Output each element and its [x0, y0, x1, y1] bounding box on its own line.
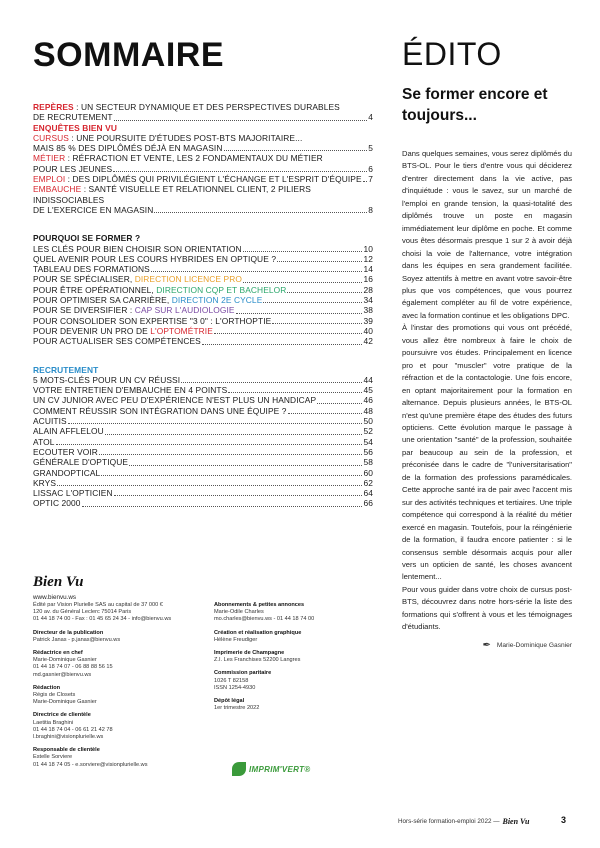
credit-block: [33, 630, 213, 644]
toc-page: 34: [363, 295, 373, 306]
toc-entry-former[interactable]: [33, 274, 373, 284]
toc-entry-recrutement[interactable]: [33, 385, 373, 395]
edito-body: [402, 148, 572, 634]
toc-dots: [82, 506, 363, 507]
page-number: 3: [561, 815, 567, 825]
toc-dots: [287, 292, 362, 293]
credit-label: Création et réalisation graphique: [214, 629, 302, 636]
credit-line: mo.charles@bienvu.ws - 01 44 18 74 00: [214, 616, 315, 623]
toc-entry-recrutement[interactable]: [33, 395, 373, 405]
toc-text: ALAIN AFFLELOU: [33, 426, 104, 437]
credit-label: Directeur de la publication: [33, 629, 104, 636]
toc-text-cont: DE RECRUTEMENT: [33, 112, 113, 123]
toc-text-main: POUR SE DIVERSIFIER :: [33, 305, 135, 316]
leaf-icon: [232, 762, 246, 776]
toc-entry-reperes[interactable]: [33, 102, 373, 123]
toc-dots: [129, 465, 362, 466]
toc-entry-former[interactable]: [33, 326, 373, 336]
toc-entry-recrutement[interactable]: [33, 406, 373, 416]
edito-headline: Se former encore et toujours...: [402, 86, 548, 124]
section-head-enquetes: ENQUÊTES BIEN VU: [33, 122, 117, 133]
toc-dots: [243, 282, 363, 283]
toc-text: [33, 274, 242, 284]
credit-block: [214, 602, 384, 624]
toc-text: ACUITIS: [33, 416, 67, 427]
toc-page: 14: [363, 264, 373, 275]
toc-text: [33, 305, 235, 315]
toc-entry-recrutement[interactable]: [33, 447, 373, 457]
edito-signature: [402, 640, 572, 651]
toc-text: [33, 326, 213, 336]
credit-line: 1026 T 82158: [214, 677, 249, 684]
toc-page: 28: [363, 284, 373, 295]
imprim-vert-logo: [232, 762, 310, 776]
toc-label: MÉTIER: [33, 153, 66, 164]
credit-block: [33, 712, 213, 741]
toc-page: 4: [368, 112, 373, 123]
toc-dots: [101, 475, 362, 476]
edito-column: [402, 38, 572, 651]
toc-entry-emploi[interactable]: [33, 174, 373, 184]
credit-line: Marie-Dominique Gasnier: [33, 657, 97, 664]
toc-entry-former[interactable]: [33, 254, 373, 264]
toc-page: 52: [363, 426, 373, 437]
toc-page: 39: [363, 315, 373, 326]
toc-dots: [288, 413, 363, 414]
toc-text-main: POUR ACTUALISER SES COMPÉTENCES: [33, 336, 201, 347]
toc-entry-recrutement[interactable]: [33, 468, 373, 478]
toc-entry-embauche[interactable]: [33, 184, 373, 215]
toc-text-main: POUR ÊTRE OPÉRATIONNEL,: [33, 284, 157, 295]
toc-page: 66: [363, 498, 373, 509]
toc-entry-recrutement[interactable]: [33, 478, 373, 488]
credit-label: Responsable de clientèle: [33, 747, 100, 754]
toc-entry-recrutement[interactable]: [33, 437, 373, 447]
toc-highlight: L'OPTOMÉTRIE: [150, 325, 213, 336]
toc-text: : SANTÉ VISUELLE ET RELATIONNEL CLIENT, 2 PILIERS INDISSOCIABLES: [33, 184, 311, 205]
toc-text: OPTIC 2000: [33, 498, 81, 509]
toc-text: LISSAC L'OPTICIEN: [33, 488, 113, 499]
credit-line: 01 44 18 74 00 - Fax : 01 45 65 24 34 - info@bienvu.ws: [33, 616, 172, 623]
toc-text: [33, 336, 201, 346]
footer-brand: Bien Vu: [502, 817, 530, 826]
former-list: [33, 244, 373, 347]
toc-dots: [272, 323, 362, 324]
toc-text: UN CV JUNIOR AVEC PEU D'EXPÉRIENCE N'EST PLUS UN HANDICAP: [33, 395, 317, 406]
toc-page: 8: [368, 204, 373, 215]
toc-text-main: POUR OPTIMISER SA CARRIÈRE,: [33, 295, 172, 306]
toc-dots: [243, 251, 363, 252]
toc-text: ATOL: [33, 436, 55, 447]
toc-text: COMMENT RÉUSSIR SON INTÉGRATION DANS UNE ÉQUIPE ?: [33, 405, 287, 416]
credit-line: 01 44 18 74 07 - 06 88 88 56 15: [33, 664, 113, 671]
bienvu-url: www.bienvu.ws: [33, 594, 77, 601]
toc-entry-recrutement[interactable]: [33, 416, 373, 426]
toc-dots: [99, 454, 363, 455]
toc-text: : RÉFRACTION ET VENTE, LES 2 FONDAMENTAUX DU MÉTIER: [65, 153, 323, 164]
toc-entry-recrutement[interactable]: [33, 498, 373, 508]
footer-text: Hors-série formation-emploi 2022 —: [398, 818, 500, 825]
toc-dots: [214, 333, 363, 334]
toc-text: GRANDOPTICAL: [33, 467, 101, 478]
credit-line: Marie-Odile Charles: [214, 609, 264, 616]
toc-dots: [114, 495, 363, 496]
toc-entry-former[interactable]: [33, 264, 373, 274]
credit-line: Patrick Janas - p.janas@bienvu.ws: [33, 636, 121, 643]
toc-text-main: POUR CONSOLIDER SON EXPERTISE "3 0" : L'ORTHOPTIE: [33, 315, 272, 326]
toc-dots: [236, 313, 363, 314]
toc-page: 16: [363, 274, 373, 285]
toc-highlight: CAP SUR L'AUDIOLOGIE: [134, 305, 235, 316]
toc-page: 6: [368, 163, 373, 174]
toc-page: 54: [363, 436, 373, 447]
toc-page: 62: [363, 477, 373, 488]
toc-page: 40: [363, 325, 373, 336]
toc-text: KRYS: [33, 477, 57, 488]
toc-dots: [105, 434, 363, 435]
credit-line: Marie-Dominique Gasnier: [33, 699, 97, 706]
toc-text-main: POUR DEVENIR UN PRO DE: [33, 325, 151, 336]
toc-entry-former[interactable]: [33, 285, 373, 295]
toc-label: REPÈRES: [33, 102, 74, 112]
toc-page: 12: [363, 253, 373, 264]
toc-highlight: DIRECTION LICENCE PRO: [134, 274, 242, 285]
edito-paragraph: Pour vous guider dans votre choix de cursus post-BTS, découvrez dans notre hors-série la liste des formations qui s'offrent à vous et les témoignages d'étudiants.: [402, 584, 572, 632]
credit-label: Rédaction: [33, 684, 61, 691]
edito-paragraph: Dans quelques semaines, vous serez diplômés du BTS-OL. Pour le tiers d'entre vous qui déciderez d'entrer directement dans la vie active, pas d'inquiétude : vous le savez, sur un marché de l'emploi en grande tension, la quasi-totalité des diplômés trouve un poste en magasin immédiatement leur diplôme en poche. Et comme vous êtes désormais presque 1 sur 2 à avoir déjà choisi la voie de l'alternance, votre intégration dans les équipes en sera grandement facilitée. Soyez attentifs à mettre en avant votre savoir-être plus que vos compétences, que vous pourrez également compléter au fil de votre expérience, avec la formation continue et les obligations DPC.: [402, 149, 572, 320]
toc-entry-former[interactable]: [33, 295, 373, 305]
section-head-recrutement: RECRUTEMENT: [33, 364, 99, 375]
toc-text-main: QUEL AVENIR POUR LES COURS HYBRIDES EN OPTIQUE ?: [33, 253, 277, 264]
toc-label: EMPLOI: [33, 174, 66, 185]
credit-block: [33, 747, 213, 769]
toc-entry-recrutement[interactable]: [33, 375, 373, 385]
credit-label: Dépôt légal: [214, 698, 245, 705]
pen-icon: ✒: [482, 639, 491, 651]
credit-label: Imprimerie de Champagne: [214, 650, 285, 657]
toc-text: [33, 254, 276, 264]
credit-block: [33, 650, 213, 679]
toc-label: EMBAUCHE: [33, 184, 82, 195]
toc-dots: [68, 423, 363, 424]
toc-text: [33, 285, 286, 295]
credit-line: 01 44 18 74 04 - 06 61 21 42 78: [33, 726, 113, 733]
toc-text: [33, 244, 242, 254]
toc-text: VOTRE ENTRETIEN D'EMBAUCHE EN 4 POINTS: [33, 385, 228, 396]
credit-line: 01 44 18 74 05 - e.sorviere@visionplurielle.ws: [33, 761, 148, 768]
toc-text-cont: POUR LES JEUNES: [33, 163, 113, 174]
bienvu-logo-block: [33, 574, 83, 601]
toc-text: : DES DIPLÔMÉS QUI PRIVILÉGIENT L'ÉCHANGE ET L'ESPRIT D'ÉQUIPE: [65, 174, 362, 185]
credit-block: [33, 602, 213, 624]
toc-text-main: TABLEAU DES FORMATIONS: [33, 264, 150, 275]
toc-dots: [277, 261, 362, 262]
toc-entry-former[interactable]: [33, 244, 373, 254]
table-of-contents: [33, 102, 373, 509]
toc-page: 46: [363, 395, 373, 406]
credit-line: md.gasnier@bienvu.ws: [33, 671, 92, 678]
toc-page: 38: [363, 305, 373, 316]
toc-highlight: DIRECTION 2E CYCLE: [171, 295, 263, 306]
credit-block: [33, 685, 213, 707]
toc-dots: [228, 392, 362, 393]
credit-line: Estelle Sorviere: [33, 754, 73, 761]
imprim-vert-text: IMPRIM'VERT®: [249, 764, 311, 774]
credits-left: [33, 602, 213, 775]
toc-dots: [317, 403, 362, 404]
toc-page: 45: [363, 385, 373, 396]
credit-block: [214, 670, 384, 692]
toc-page: 7: [368, 174, 373, 185]
toc-dots: [151, 271, 363, 272]
sommaire-column: [33, 38, 373, 509]
credit-label: Abonnements & petites annonces: [214, 602, 305, 608]
toc-page: 42: [363, 336, 373, 347]
credit-line: l.braghini@visionplurielle.ws: [33, 734, 104, 741]
toc-page: 44: [363, 374, 373, 385]
bienvu-logo: Bien Vu: [33, 574, 84, 590]
toc-dots: [56, 444, 363, 445]
credit-line: Édité par Vision Plurielle SAS au capital de 37 000 €: [33, 602, 163, 608]
toc-entry-cursus[interactable]: [33, 133, 373, 154]
toc-dots: [202, 344, 363, 345]
credit-line: ISSN 1254-4930: [214, 684, 256, 691]
toc-text: ECOUTER VOIR: [33, 446, 98, 457]
toc-page: 60: [363, 467, 373, 478]
toc-page: 58: [363, 457, 373, 468]
edito-paragraph: À l'instar des promotions qui vous ont précédé, vous allez être nombreux à faire le choix de poursuivre vos études. Principalement en licence pro et pour "muscler" votre pratique de la réfraction et de la contactologie. Une fois encore, en optant majoritairement pour la formation en alternance. Depuis plusieurs années, le BTS-OL n'est qu'une première étape des études des futurs opticiens. Cette évolution marque le passage à une orientation "santé" de la profession, souhaitée par beaucoup au sein de la profession, et préconisée dans le cadre de "l'universitarisation" de la formation des professions paramédicales. Cette approche santé ira de pair avec l'accent mis sur des activités techniques et tertiaires. Une triple compétence qui correspond à la réalité du métier exercé en magasin. Toutefois, pour la réingénierie de la formation, il faudra encore patienter : si le consensus semble désormais acquis pour aller vers un opticien de santé, les choses avancent lentement...: [402, 323, 572, 582]
toc-entry-former[interactable]: [33, 316, 373, 326]
toc-page: 10: [363, 243, 373, 254]
toc-text: [33, 295, 262, 305]
toc-page: 48: [363, 405, 373, 416]
toc-page: 56: [363, 446, 373, 457]
credit-block: [214, 630, 384, 644]
toc-page: 5: [368, 143, 373, 154]
toc-page: 64: [363, 488, 373, 499]
toc-entry-metier[interactable]: [33, 153, 373, 174]
credit-label: Rédactrice en chef: [33, 650, 83, 657]
credits-right: [214, 602, 384, 718]
toc-text: [33, 264, 150, 274]
toc-dots: [181, 382, 362, 383]
toc-page: 50: [363, 416, 373, 427]
toc-text-main: LES CLÉS POUR BIEN CHOISIR SON ORIENTATION: [33, 243, 242, 254]
credit-line: Z.I. Les Franchises 52200 Langres: [214, 657, 301, 664]
credit-line: Laetitia Braghini: [33, 719, 74, 726]
toc-dots: [57, 485, 362, 486]
credit-line: 1er trimestre 2022: [214, 705, 260, 712]
toc-text: [33, 316, 271, 326]
toc-text-cont: MAIS 85 % DES DIPLÔMÉS DÉJÀ EN MAGASIN: [33, 143, 223, 154]
toc-entry-recrutement[interactable]: [33, 426, 373, 436]
toc-text: : UNE POURSUITE D'ÉTUDES POST-BTS MAJORITAIRE...: [68, 132, 303, 143]
credit-line: Régis de Closets: [33, 692, 76, 699]
section-head-former: POURQUOI SE FORMER ?: [33, 233, 141, 244]
credit-label: Directrice de clientèle: [33, 712, 91, 719]
credit-label: Commission paritaire: [214, 670, 272, 677]
toc-entry-recrutement[interactable]: [33, 457, 373, 467]
toc-text: 5 MOTS-CLÉS POUR UN CV RÉUSSI: [33, 374, 181, 385]
toc-text: : UN SECTEUR DYNAMIQUE ET DES PERSPECTIVES DURABLES: [73, 102, 340, 112]
recrutement-list: [33, 375, 373, 509]
toc-dots: [263, 302, 362, 303]
toc-label: CURSUS: [33, 132, 69, 143]
toc-highlight: DIRECTION CQP ET BACHELOR: [156, 284, 287, 295]
edito-title: ÉDITO: [402, 36, 502, 72]
sommaire-title: SOMMAIRE: [33, 36, 224, 74]
toc-entry-former[interactable]: [33, 305, 373, 315]
credit-block: [214, 698, 384, 712]
toc-entry-recrutement[interactable]: [33, 488, 373, 498]
toc-text-cont: DE L'EXERCICE EN MAGASIN: [33, 204, 154, 215]
toc-text-main: POUR SE SPÉCIALISER,: [33, 274, 135, 285]
credit-block: [214, 650, 384, 664]
credit-line: 120 av. du Général Leclerc 75014 Paris: [33, 609, 132, 616]
credit-line: Hélène Freudiger: [214, 636, 258, 643]
page-footer: [398, 817, 529, 826]
toc-entry-former[interactable]: [33, 336, 373, 346]
signature-name: Marie-Dominique Gasnier: [496, 641, 572, 649]
toc-text: GÉNÉRALE D'OPTIQUE: [33, 457, 129, 468]
